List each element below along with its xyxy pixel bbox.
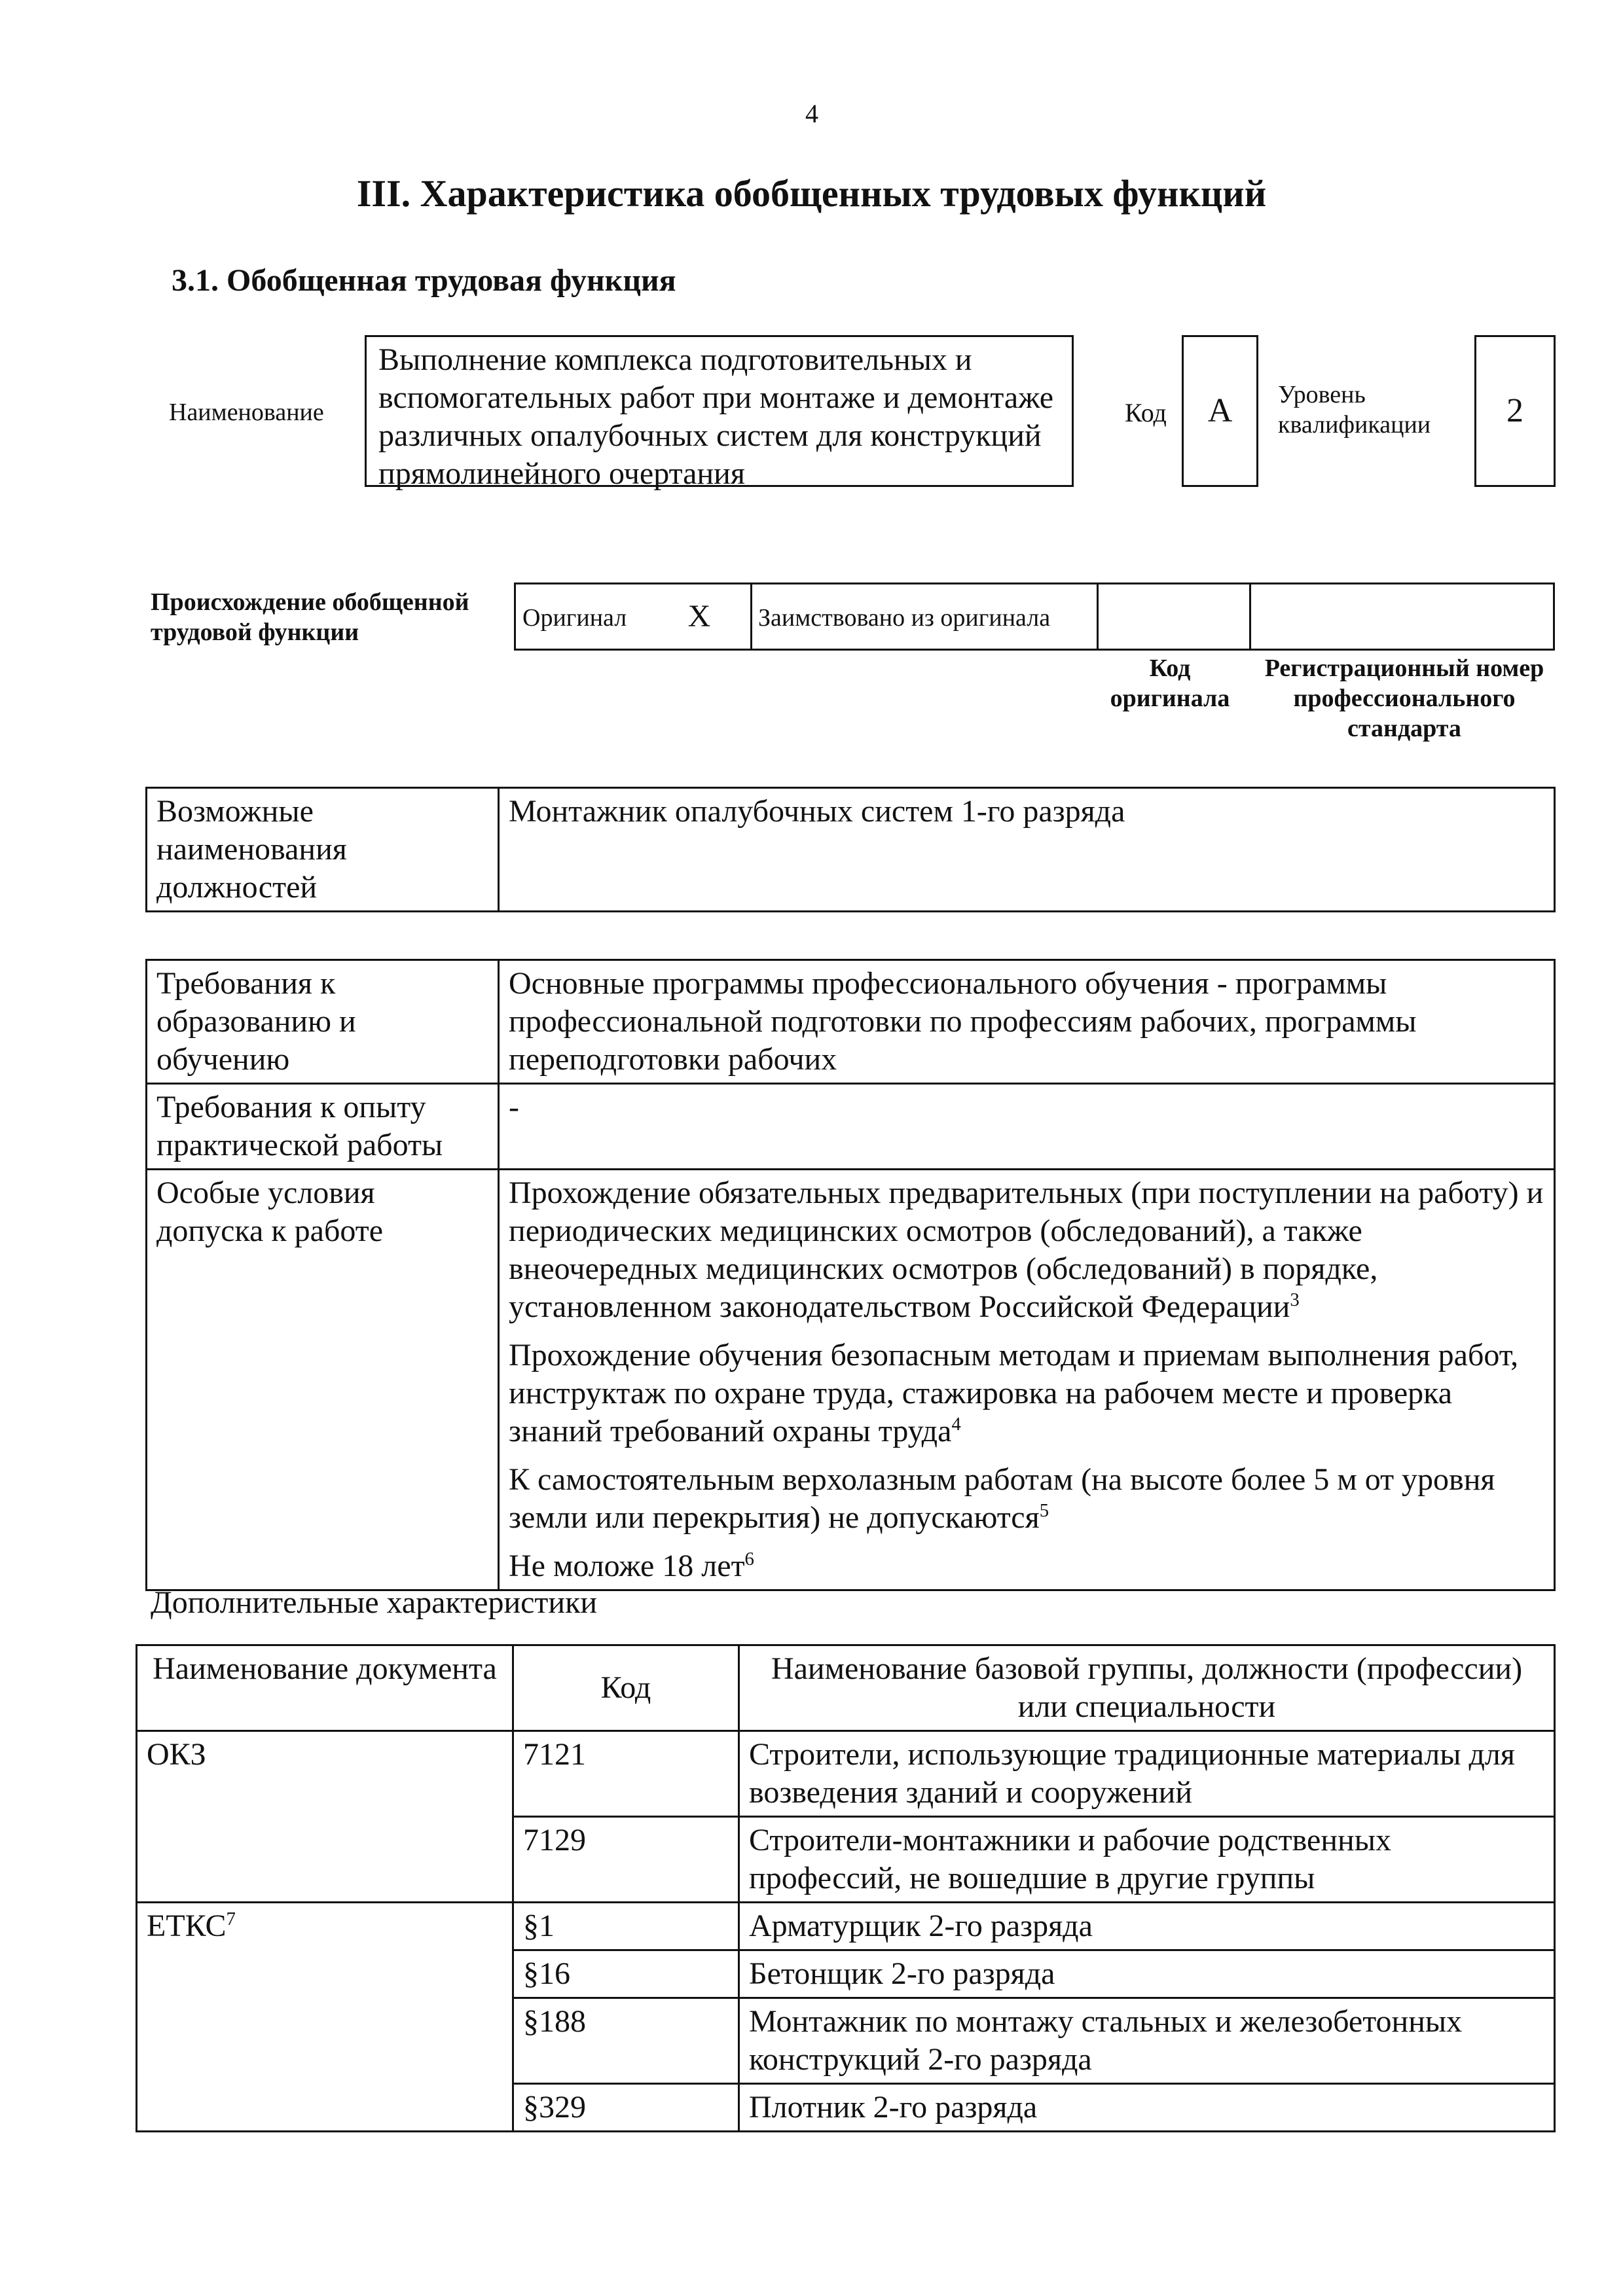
additional-title: Дополнительные характеристики (151, 1585, 598, 1620)
row-code: §1 (513, 1903, 739, 1950)
origin-table (514, 583, 1555, 651)
table-row (137, 1903, 1555, 1950)
education-value: Основные программы профессионального обучения - программы профессиональной подготовки по профессиям рабочих, программы переподготовки рабочих (499, 960, 1555, 1084)
row-code: §16 (513, 1950, 739, 1998)
header-document: Наименование документа (137, 1645, 513, 1731)
gtf-name-box (365, 335, 1074, 491)
row-name: Строители, использующие традиционные материалы для возведения зданий и сооружений (739, 1731, 1555, 1817)
origin-label: Происхождение обобщенной трудовой функции (151, 588, 469, 646)
header-group: Наименование базовой группы, должности (профессии) или специальности (739, 1645, 1555, 1731)
row-name: Монтажник по монтажу стальных и железобетонных конструкций 2-го разряда (739, 1998, 1555, 2084)
positions-table (145, 787, 1556, 912)
conditions-cell (499, 1170, 1555, 1590)
origin-original-label: Оригинал (522, 604, 627, 632)
education-label: Требования к образованию и обучению (147, 960, 499, 1084)
conditions-label: Особые условия допуска к работе (147, 1170, 499, 1590)
subsection-title: 3.1. Обобщенная трудовая функция (172, 263, 676, 298)
row-code: §329 (513, 2084, 739, 2132)
gtf-level-value: 2 (1474, 335, 1556, 487)
gtf-level-label: Уровень квалификации (1278, 381, 1431, 439)
condition-item: Прохождение обучения безопасным методам и приемам выполнения работ, инструктаж по охране труда, стажировка на рабочем месте и проверка знаний требований охраны труда$^4$ (509, 1338, 1519, 1448)
positions-value: Монтажник опалубочных систем 1-го разряда (499, 788, 1555, 912)
gtf-name-value: Выполнение комплекса подготовительных и вспомогательных работ при монтаже и демонтаже различных опалубочных систем для конструкций прямолинейного очертания (378, 342, 1054, 491)
header-code: Код (513, 1645, 739, 1731)
row-name: Строители-монтажники и рабочие родственных профессий, не вошедшие в другие группы (739, 1817, 1555, 1903)
origin-code-caption: Код оригинала (1110, 655, 1230, 712)
row-code: 7121 (513, 1731, 739, 1817)
origin-divider (750, 584, 752, 649)
gtf-name-label: Наименование (169, 399, 324, 426)
row-code: 7129 (513, 1817, 739, 1903)
additional-table (136, 1644, 1556, 2132)
experience-value: - (499, 1084, 1555, 1170)
gtf-code-label: Код (1125, 398, 1167, 427)
condition-item: Прохождение обязательных предварительных (при поступлении на работу) и периодических медицинских осмотров (обследований), а также внеочередных медицинских осмотров (обследований) в порядке, установленном законодательством Российской Федерации$^3$ (509, 1175, 1544, 1324)
gtf-code-value: А (1182, 335, 1258, 487)
positions-label: Возможные наименования должностей (147, 788, 499, 912)
origin-divider (1097, 584, 1099, 649)
page-number: 4 (805, 99, 818, 128)
origin-divider (1249, 584, 1251, 649)
requirements-table (145, 959, 1556, 1591)
section-title: III. Характеристика обобщенных трудовых функций (356, 172, 1267, 215)
row-name: Арматурщик 2-го разряда (739, 1903, 1555, 1950)
condition-item: К самостоятельным верхолазным работам (на высоте более 5 м от уровня земли или перекрытия) не допускаются$^5$ (509, 1462, 1495, 1535)
row-name: Бетонщик 2-го разряда (739, 1950, 1555, 1998)
condition-item: Не моложе 18 лет$^6$ (509, 1549, 754, 1583)
etks-label: ЕТКС$^7$ (137, 1903, 513, 2132)
row-name: Плотник 2-го разряда (739, 2084, 1555, 2132)
row-code: §188 (513, 1998, 739, 2084)
origin-borrowed-label: Заимствовано из оригинала (758, 604, 1051, 632)
origin-reg-caption: Регистрационный номер профессионального стандарта (1264, 655, 1544, 742)
okz-label: ОКЗ (137, 1731, 513, 1903)
experience-label: Требования к опыту практической работы (147, 1084, 499, 1170)
table-row (137, 1731, 1555, 1817)
origin-original-mark: X (687, 599, 711, 634)
